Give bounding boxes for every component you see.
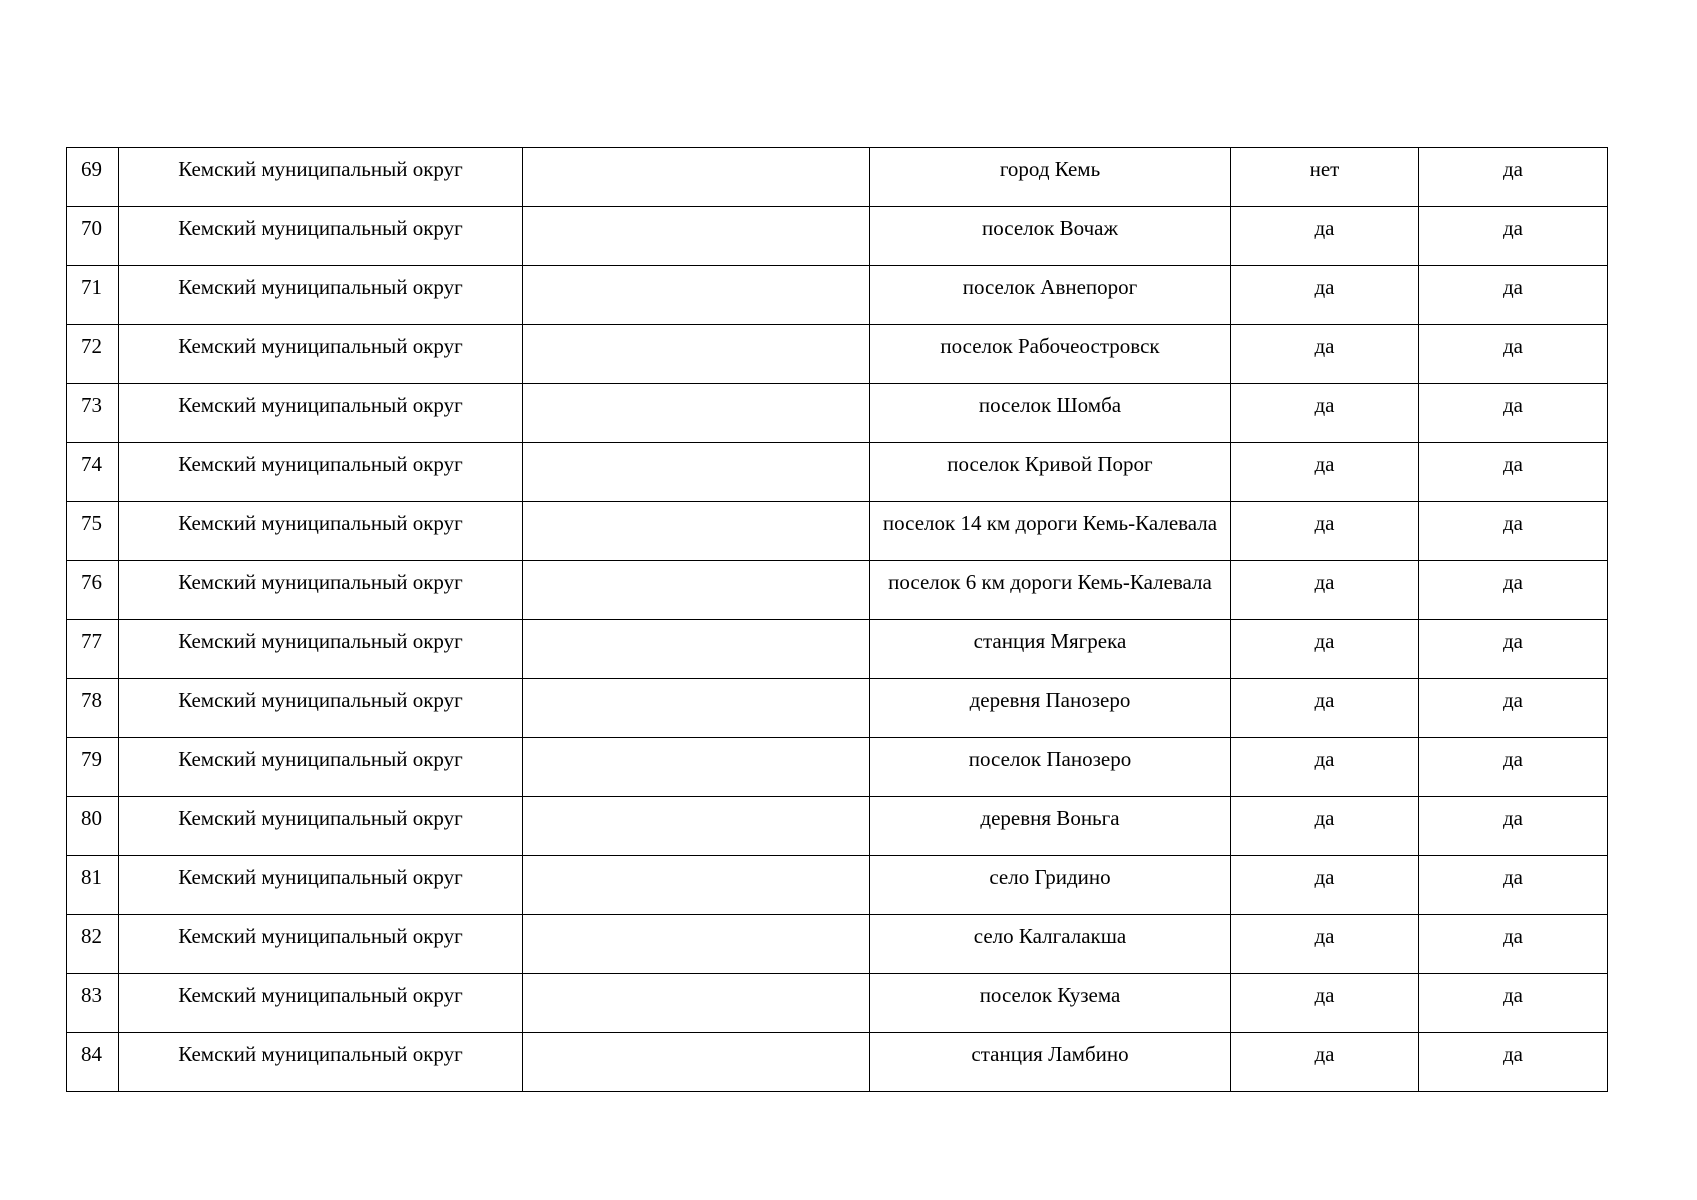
- flag-cell-2: [1419, 738, 1608, 797]
- settlement-cell-text: поселок Кривой Порог: [947, 452, 1153, 476]
- district-cell: [119, 148, 523, 207]
- flag-cell-2: [1419, 325, 1608, 384]
- table-row: [67, 266, 1608, 325]
- table-row: [67, 1033, 1608, 1092]
- empty-cell: [523, 915, 870, 974]
- flag-cell-1: [1231, 502, 1419, 561]
- flag-cell-1-text: да: [1314, 570, 1335, 594]
- flag-cell-2-text: да: [1502, 629, 1523, 653]
- empty-cell-text: [523, 502, 869, 513]
- flag-cell-2: [1419, 207, 1608, 266]
- row-number-cell: [67, 502, 119, 561]
- flag-cell-2: [1419, 679, 1608, 738]
- flag-cell-1-text: да: [1314, 334, 1335, 358]
- table-row: [67, 620, 1608, 679]
- settlement-cell: [870, 797, 1231, 856]
- flag-cell-2-text: да: [1502, 865, 1523, 889]
- table-row: [67, 148, 1608, 207]
- empty-cell-text: [523, 856, 869, 867]
- flag-cell-2: [1419, 148, 1608, 207]
- empty-cell-text: [523, 561, 869, 572]
- table-row: [67, 561, 1608, 620]
- empty-cell-text: [523, 148, 869, 159]
- district-cell-text: Кемский муниципальный округ: [178, 924, 463, 948]
- row-number-cell: [67, 738, 119, 797]
- district-cell-text: Кемский муниципальный округ: [178, 334, 463, 358]
- flag-cell-1: [1231, 1033, 1419, 1092]
- flag-cell-1-text: да: [1314, 983, 1335, 1007]
- row-number-cell-text: 77: [81, 629, 102, 653]
- row-number-cell-text: 75: [81, 511, 102, 535]
- district-cell: [119, 266, 523, 325]
- table-row: [67, 325, 1608, 384]
- settlement-cell: [870, 915, 1231, 974]
- empty-cell: [523, 1033, 870, 1092]
- flag-cell-1-text: нет: [1309, 157, 1340, 181]
- flag-cell-1: [1231, 561, 1419, 620]
- row-number-cell: [67, 325, 119, 384]
- empty-cell-text: [523, 266, 869, 277]
- flag-cell-1-text: да: [1314, 688, 1335, 712]
- empty-cell-text: [523, 325, 869, 336]
- district-cell-text: Кемский муниципальный округ: [178, 511, 463, 535]
- district-cell-text: Кемский муниципальный округ: [178, 216, 463, 240]
- district-cell-text: Кемский муниципальный округ: [178, 1042, 463, 1066]
- empty-cell-text: [523, 974, 869, 985]
- flag-cell-1: [1231, 207, 1419, 266]
- empty-cell: [523, 561, 870, 620]
- settlement-cell-text: поселок Рабочеостровск: [940, 334, 1160, 358]
- flag-cell-1-text: да: [1314, 629, 1335, 653]
- flag-cell-2: [1419, 620, 1608, 679]
- settlement-cell-text: поселок Панозеро: [968, 747, 1132, 771]
- settlement-cell-text: город Кемь: [999, 157, 1101, 181]
- empty-cell-text: [523, 1033, 869, 1044]
- district-cell-text: Кемский муниципальный округ: [178, 747, 463, 771]
- row-number-cell: [67, 148, 119, 207]
- district-cell: [119, 915, 523, 974]
- district-cell: [119, 325, 523, 384]
- row-number-cell: [67, 1033, 119, 1092]
- settlement-cell: [870, 738, 1231, 797]
- district-cell: [119, 797, 523, 856]
- settlement-cell-text: поселок Авнепорог: [962, 275, 1138, 299]
- flag-cell-1-text: да: [1314, 1042, 1335, 1066]
- flag-cell-1: [1231, 915, 1419, 974]
- table-row: [67, 207, 1608, 266]
- empty-cell: [523, 738, 870, 797]
- district-cell: [119, 974, 523, 1033]
- table-row: [67, 797, 1608, 856]
- settlement-cell: [870, 266, 1231, 325]
- district-cell: [119, 856, 523, 915]
- flag-cell-2-text: да: [1502, 570, 1523, 594]
- empty-cell: [523, 266, 870, 325]
- flag-cell-1-text: да: [1314, 865, 1335, 889]
- flag-cell-1-text: да: [1314, 216, 1335, 240]
- flag-cell-1-text: да: [1314, 452, 1335, 476]
- district-cell-text: Кемский муниципальный округ: [178, 393, 463, 417]
- settlement-cell-text: поселок Вочаж: [982, 216, 1118, 240]
- empty-cell-text: [523, 679, 869, 690]
- flag-cell-1: [1231, 797, 1419, 856]
- table-body: [67, 148, 1608, 1092]
- settlement-cell: [870, 679, 1231, 738]
- district-cell: [119, 738, 523, 797]
- flag-cell-2: [1419, 1033, 1608, 1092]
- empty-cell-text: [523, 207, 869, 218]
- empty-cell: [523, 620, 870, 679]
- flag-cell-2-text: да: [1502, 924, 1523, 948]
- flag-cell-2-text: да: [1502, 216, 1523, 240]
- row-number-cell: [67, 679, 119, 738]
- settlement-cell-text: поселок Кузема: [979, 983, 1121, 1007]
- row-number-cell-text: 81: [81, 865, 102, 889]
- row-number-cell-text: 83: [81, 983, 102, 1007]
- flag-cell-2-text: да: [1502, 747, 1523, 771]
- flag-cell-2: [1419, 443, 1608, 502]
- flag-cell-1: [1231, 738, 1419, 797]
- row-number-cell: [67, 207, 119, 266]
- empty-cell-text: [523, 620, 869, 631]
- flag-cell-1: [1231, 974, 1419, 1033]
- empty-cell: [523, 384, 870, 443]
- settlement-cell-text: село Калгалакша: [973, 924, 1127, 948]
- district-cell-text: Кемский муниципальный округ: [178, 865, 463, 889]
- district-cell: [119, 679, 523, 738]
- flag-cell-2-text: да: [1502, 334, 1523, 358]
- district-cell-text: Кемский муниципальный округ: [178, 157, 463, 181]
- settlement-cell: [870, 620, 1231, 679]
- empty-cell: [523, 443, 870, 502]
- row-number-cell-text: 78: [81, 688, 102, 712]
- row-number-cell: [67, 266, 119, 325]
- district-cell-text: Кемский муниципальный округ: [178, 806, 463, 830]
- empty-cell: [523, 502, 870, 561]
- flag-cell-2: [1419, 915, 1608, 974]
- flag-cell-2-text: да: [1502, 275, 1523, 299]
- row-number-cell: [67, 856, 119, 915]
- district-cell-text: Кемский муниципальный округ: [178, 629, 463, 653]
- empty-cell-text: [523, 384, 869, 395]
- settlement-cell: [870, 443, 1231, 502]
- flag-cell-2-text: да: [1502, 452, 1523, 476]
- flag-cell-1: [1231, 148, 1419, 207]
- row-number-cell-text: 72: [81, 334, 102, 358]
- district-cell: [119, 620, 523, 679]
- row-number-cell-text: 70: [81, 216, 102, 240]
- settlement-cell-text: станция Мягрека: [973, 629, 1127, 653]
- flag-cell-2: [1419, 266, 1608, 325]
- flag-cell-2-text: да: [1502, 1042, 1523, 1066]
- flag-cell-1-text: да: [1314, 275, 1335, 299]
- district-cell-text: Кемский муниципальный округ: [178, 452, 463, 476]
- row-number-cell: [67, 561, 119, 620]
- row-number-cell: [67, 620, 119, 679]
- flag-cell-1-text: да: [1314, 393, 1335, 417]
- flag-cell-2: [1419, 974, 1608, 1033]
- row-number-cell-text: 71: [81, 275, 102, 299]
- flag-cell-1-text: да: [1314, 747, 1335, 771]
- flag-cell-2-text: да: [1502, 157, 1523, 181]
- settlement-cell: [870, 502, 1231, 561]
- district-cell-text: Кемский муниципальный округ: [178, 983, 463, 1007]
- empty-cell: [523, 797, 870, 856]
- settlement-cell: [870, 1033, 1231, 1092]
- district-cell: [119, 502, 523, 561]
- settlements-table: [66, 147, 1608, 1092]
- table-row: [67, 384, 1608, 443]
- flag-cell-1-text: да: [1314, 511, 1335, 535]
- settlement-cell: [870, 561, 1231, 620]
- flag-cell-2: [1419, 384, 1608, 443]
- settlement-cell: [870, 384, 1231, 443]
- row-number-cell: [67, 797, 119, 856]
- empty-cell: [523, 974, 870, 1033]
- row-number-cell: [67, 915, 119, 974]
- flag-cell-2-text: да: [1502, 983, 1523, 1007]
- table-row: [67, 856, 1608, 915]
- settlement-cell-text: поселок Шомба: [978, 393, 1122, 417]
- table-row: [67, 974, 1608, 1033]
- empty-cell-text: [523, 797, 869, 808]
- table-row: [67, 679, 1608, 738]
- flag-cell-2-text: да: [1502, 511, 1523, 535]
- flag-cell-2: [1419, 856, 1608, 915]
- row-number-cell: [67, 443, 119, 502]
- district-cell: [119, 384, 523, 443]
- empty-cell-text: [523, 443, 869, 454]
- empty-cell: [523, 207, 870, 266]
- flag-cell-1: [1231, 620, 1419, 679]
- flag-cell-1: [1231, 856, 1419, 915]
- settlement-cell-text: поселок 14 км дороги Кемь-Калевала: [882, 511, 1218, 535]
- flag-cell-1: [1231, 384, 1419, 443]
- flag-cell-1-text: да: [1314, 924, 1335, 948]
- settlement-cell: [870, 325, 1231, 384]
- empty-cell: [523, 148, 870, 207]
- settlement-cell: [870, 207, 1231, 266]
- row-number-cell: [67, 384, 119, 443]
- settlement-cell-text: село Гридино: [989, 865, 1111, 889]
- row-number-cell-text: 69: [81, 157, 102, 181]
- empty-cell: [523, 325, 870, 384]
- settlement-cell-text: поселок 6 км дороги Кемь-Калевала: [888, 570, 1212, 594]
- empty-cell: [523, 679, 870, 738]
- district-cell: [119, 443, 523, 502]
- table-row: [67, 915, 1608, 974]
- settlement-cell-text: деревня Воньга: [980, 806, 1120, 830]
- flag-cell-2-text: да: [1502, 393, 1523, 417]
- table-row: [67, 502, 1608, 561]
- flag-cell-2: [1419, 561, 1608, 620]
- district-cell-text: Кемский муниципальный округ: [178, 275, 463, 299]
- district-cell: [119, 207, 523, 266]
- row-number-cell-text: 76: [81, 570, 102, 594]
- district-cell: [119, 1033, 523, 1092]
- settlement-cell: [870, 974, 1231, 1033]
- settlement-cell-text: станция Ламбино: [971, 1042, 1129, 1066]
- district-cell: [119, 561, 523, 620]
- row-number-cell-text: 84: [81, 1042, 102, 1066]
- district-cell-text: Кемский муниципальный округ: [178, 688, 463, 712]
- empty-cell-text: [523, 915, 869, 926]
- row-number-cell-text: 74: [81, 452, 102, 476]
- district-cell-text: Кемский муниципальный округ: [178, 570, 463, 594]
- flag-cell-1: [1231, 266, 1419, 325]
- empty-cell-text: [523, 738, 869, 749]
- flag-cell-2-text: да: [1502, 688, 1523, 712]
- flag-cell-1: [1231, 679, 1419, 738]
- row-number-cell: [67, 974, 119, 1033]
- settlement-cell-text: деревня Панозеро: [969, 688, 1131, 712]
- table-row: [67, 443, 1608, 502]
- flag-cell-1-text: да: [1314, 806, 1335, 830]
- row-number-cell-text: 82: [81, 924, 102, 948]
- row-number-cell-text: 79: [81, 747, 102, 771]
- row-number-cell-text: 73: [81, 393, 102, 417]
- flag-cell-2: [1419, 797, 1608, 856]
- flag-cell-1: [1231, 325, 1419, 384]
- row-number-cell-text: 80: [81, 806, 102, 830]
- flag-cell-1: [1231, 443, 1419, 502]
- flag-cell-2-text: да: [1502, 806, 1523, 830]
- empty-cell: [523, 856, 870, 915]
- settlement-cell: [870, 148, 1231, 207]
- settlement-cell: [870, 856, 1231, 915]
- flag-cell-2: [1419, 502, 1608, 561]
- table-row: [67, 738, 1608, 797]
